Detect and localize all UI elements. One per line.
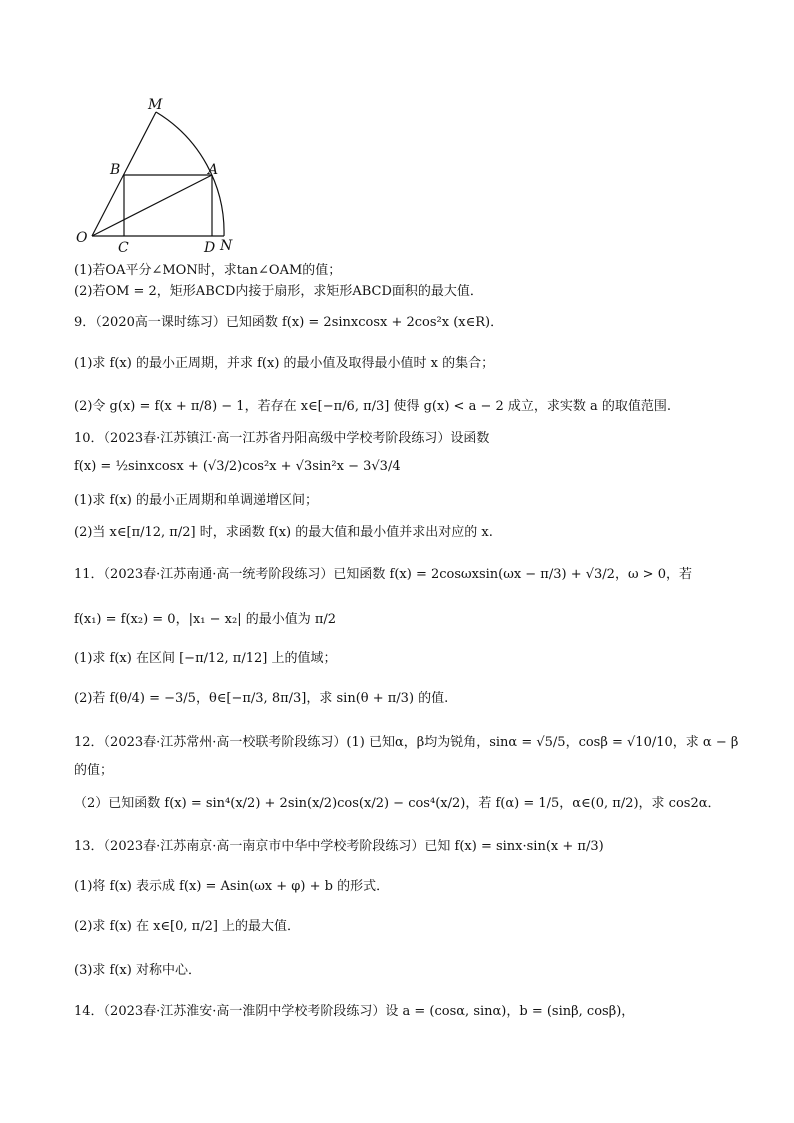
label-B: B [110, 162, 121, 178]
p13-q3: (3)求 f(x) 对称中心． [74, 963, 201, 978]
p13-q1: (1)将 f(x) 表示成 f(x) = Asin(ωx + φ) + b 的形式． [74, 879, 390, 894]
p8-q1: (1)若OA平分∠MON时，求tan∠OAM的值； [74, 263, 342, 278]
p11-stem: 11．（2023春·江苏南通·高一统考阶段练习）已知函数 f(x) = 2cosωxsin(ωx − π/3) + √3/2，ω > 0，若 [74, 567, 692, 582]
p12-q2: （2）已知函数 f(x) = sin⁴(x/2) + 2sin(x/2)cos(x/2) − cos⁴(x/2)，若 f(α) = 1/5，α∈(0, π/2)，求 cos2α． [74, 796, 721, 811]
label-N: N [220, 238, 233, 254]
p9-q1: (1)求 f(x) 的最小正周期，并求 f(x) 的最小值及取得最小值时 x 的集合； [74, 356, 495, 371]
label-O: O [76, 230, 88, 246]
p10-q2: (2)当 x∈[π/12, π/2] 时，求函数 f(x) 的最大值和最小值并求出对应的 x. [74, 525, 493, 540]
p11-q1: (1)求 f(x) 在区间 [−π/12, π/12] 上的值域； [74, 651, 337, 666]
p12-stem-cont: 的值； [74, 763, 114, 778]
p13-q2: (2)求 f(x) 在 x∈[0, π/2] 上的最大值． [74, 919, 301, 934]
label-A: A [208, 162, 219, 178]
p12-stem: 12．（2023春·江苏常州·高一校联考阶段练习）(1) 已知α，β均为锐角，sinα = √5/5，cosβ = √10/10，求 α − β [74, 735, 739, 750]
p10-stem: 10．（2023春·江苏镇江·高一江苏省丹阳高级中学校考阶段练习）设函数 [74, 431, 490, 446]
p9-q2: (2)令 g(x) = f(x + π/8) − 1，若存在 x∈[−π/6, π/3] 使得 g(x) < a − 2 成立，求实数 a 的取值范围. [74, 399, 672, 414]
p8-q2: (2)若OM = 2，矩形ABCD内接于扇形，求矩形ABCD面积的最大值． [74, 284, 483, 299]
p14-stem: 14．（2023春·江苏淮安·高一淮阴中学校考阶段练习）设 a = (cosα, sinα)，b = (sinβ, cosβ)， [74, 1004, 635, 1019]
label-C: C [118, 240, 129, 256]
label-D: D [204, 240, 216, 256]
p10-q1: (1)求 f(x) 的最小正周期和单调递增区间； [74, 493, 318, 508]
p11-q2: (2)若 f(θ/4) = −3/5，θ∈[−π/3, 8π/3]，求 sin(θ + π/3) 的值. [74, 691, 449, 706]
segment-OA [92, 175, 212, 236]
p11-cond: f(x₁) = f(x₂) = 0，|x₁ − x₂| 的最小值为 π/2 [74, 612, 337, 627]
p9-stem: 9．（2020高一课时练习）已知函数 f(x) = 2sinxcosx + 2cos²x (x∈R)． [74, 315, 504, 330]
p10-formula: f(x) = ½sinxcosx + (√3/2)cos²x + √3sin²x − 3√3/4 [74, 459, 401, 474]
sector-figure [70, 96, 330, 256]
label-M: M [148, 97, 163, 113]
p13-stem: 13．（2023春·江苏南京·高一南京市中华中学校考阶段练习）已知 f(x) = sinx·sin(x + π/3) [74, 839, 604, 854]
